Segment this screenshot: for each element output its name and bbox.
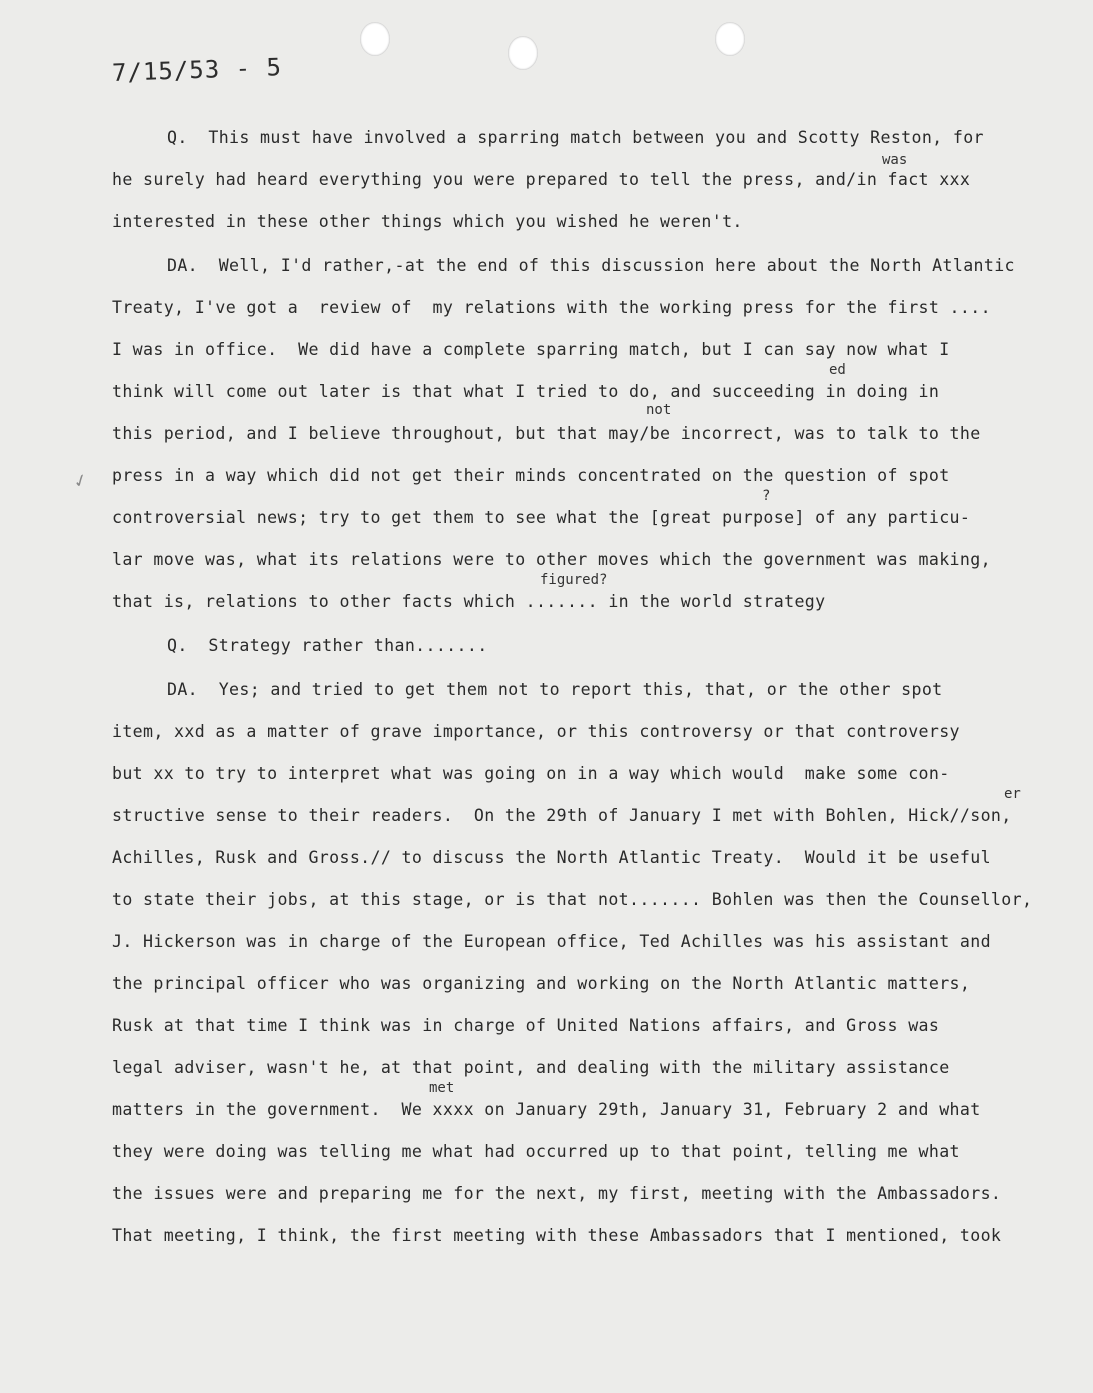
handwritten-correction: was [882,152,908,168]
text-line: lar move was, what its relations were to other moves which the government was making, [112,550,991,569]
text-line: the issues were and preparing me for the next, my first, meeting with the Ambassadors. [112,1184,1002,1203]
handwritten-correction: not [646,402,672,418]
handwritten-correction: figured? [540,572,608,588]
text-line: Achilles, Rusk and Gross.// to discuss the North Atlantic Treaty. Would it be useful [112,848,991,867]
text-line: controversial news; try to get them to see what the [great purpose] of any particu- [112,508,971,527]
text-line: the principal officer who was organizing and working on the North Atlantic matters, [112,974,971,993]
text-line: that is, relations to other facts which ....... in the world strategy [112,592,826,611]
text-line: Q. Strategy rather than....... [167,636,488,655]
handwritten-correction: ed [829,362,846,378]
text-line: Rusk at that time I think was in charge of United Nations affairs, and Gross was [112,1016,940,1035]
text-line: think will come out later is that what I tried to do, and succeeding in doing in [112,382,940,401]
punch-hole [360,22,390,56]
page-number: 7/15/53 - 5 [111,53,283,87]
text-line: but xx to try to interpret what was going on in a way which would make some con- [112,764,950,783]
handwritten-correction: er [1004,786,1021,802]
text-line: matters in the government. We xxxx on January 29th, January 31, February 2 and what [112,1100,981,1119]
text-line: Treaty, I've got a review of my relations with the working press for the first .... [112,298,991,317]
margin-check-mark: ✓ [70,466,90,494]
text-line: DA. Yes; and tried to get them not to report this, that, or the other spot [167,680,943,699]
text-line: interested in these other things which you wished he weren't. [112,212,743,231]
text-line: legal adviser, wasn't he, at that point, and dealing with the military assistance [112,1058,950,1077]
text-line: they were doing was telling me what had occurred up to that point, telling me what [112,1142,960,1161]
text-line: That meeting, I think, the first meeting with these Ambassadors that I mentioned, took [112,1226,1002,1245]
text-line: this period, and I believe throughout, but that may/be incorrect, was to talk to the [112,424,981,443]
text-line: J. Hickerson was in charge of the European office, Ted Achilles was his assistant and [112,932,991,951]
text-line: DA. Well, I'd rather,-at the end of this discussion here about the North Atlantic [167,256,1015,275]
handwritten-correction: met [429,1080,455,1096]
text-line: press in a way which did not get their minds concentrated on the question of spot [112,466,950,485]
text-line: item, xxd as a matter of grave importance, or this controversy or that controversy [112,722,960,741]
punch-hole [715,22,745,56]
text-line: to state their jobs, at this stage, or is that not....... Bohlen was then the Counsellor, [112,890,1033,909]
text-line: Q. This must have involved a sparring match between you and Scotty Reston, for [167,128,984,147]
text-line: I was in office. We did have a complete sparring match, but I can say now what I [112,340,950,359]
handwritten-correction: ? [762,488,771,504]
text-line: structive sense to their readers. On the 29th of January I met with Bohlen, Hick//son, [112,806,1012,825]
punch-hole [508,36,538,70]
text-line: he surely had heard everything you were prepared to tell the press, and/in fact xxx [112,170,971,189]
